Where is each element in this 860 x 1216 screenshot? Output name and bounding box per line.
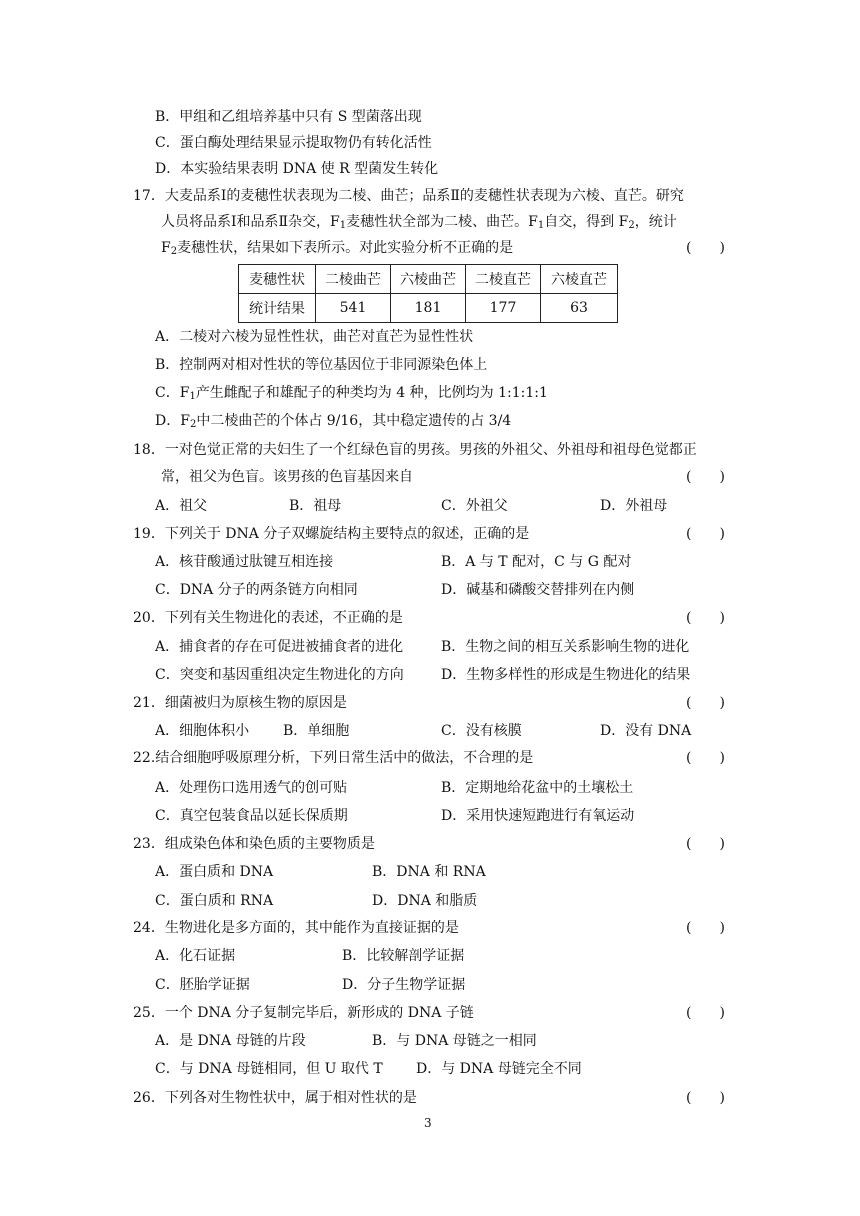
q20-stem: 20．下列有关生物进化的表述，不正确的是 [133, 610, 403, 626]
page-number: 3 [424, 1116, 432, 1130]
q17-stem-line2: 人员将品系Ⅰ和品系Ⅱ杂交，$F_1$麦穗性状全部为二棱、曲芒。$F_1$自交，得到 $F_2$，统计 [161, 214, 677, 231]
q19-option-c: C．DNA 分子的两条链方向相同 [155, 582, 358, 598]
q18-option-b: B．祖母 [289, 498, 342, 514]
q17-answer-bracket: ( ) [686, 240, 725, 256]
table-cell: 181 [391, 294, 466, 323]
q22-option-c: C．真空包装食品以延长保质期 [155, 808, 348, 824]
q25-option-d: D．与 DNA 母链完全不同 [416, 1061, 582, 1077]
q17-option-c: C．$F_1$产生雌配子和雄配子的种类均为 4 种，比例均为 1:1:1:1 [155, 385, 548, 402]
q21-option-d: D．没有 DNA [600, 723, 692, 739]
q20-option-b: B．生物之间的相互关系影响生物的进化 [441, 639, 690, 655]
q19-option-a: A．核苷酸通过肽键互相连接 [155, 554, 334, 570]
q25-option-b: B．与 DNA 母链之一相同 [372, 1033, 537, 1049]
q21-answer-bracket: ( ) [686, 695, 725, 711]
table-cell: 二棱直芒 [466, 265, 541, 294]
q18-option-c: C．外祖父 [441, 498, 508, 514]
q17-stem-line3: $F_2$麦穗性状，结果如下表所示。对此实验分析不正确的是 [161, 240, 514, 257]
q22-option-b: B．定期地给花盆中的土壤松土 [441, 780, 634, 796]
q16-option-c: C．蛋白酶处理结果显示提取物仍有转化活性 [155, 135, 432, 151]
q20-option-c: C．突变和基因重组决定生物进化的方向 [155, 667, 404, 683]
q16-option-d: D．本实验结果表明 DNA 使 R 型菌发生转化 [155, 161, 439, 177]
q24-answer-bracket: ( ) [686, 920, 725, 936]
q19-option-d: D．碱基和磷酸交替排列在内侧 [441, 582, 635, 598]
q19-stem: 19．下列关于 DNA 分子双螺旋结构主要特点的叙述，正确的是 [133, 526, 530, 542]
q24-option-b: B．比较解剖学证据 [342, 948, 465, 964]
table-cell: 六棱曲芒 [391, 265, 466, 294]
table-cell: 二棱曲芒 [316, 265, 391, 294]
q23-option-c: C．蛋白质和 RNA [155, 893, 274, 909]
q25-stem: 25．一个 DNA 分子复制完毕后，新形成的 DNA 子链 [133, 1005, 474, 1021]
q18-option-a: A．祖父 [155, 498, 208, 514]
q25-option-a: A．是 DNA 母链的片段 [155, 1033, 306, 1049]
table-header-row [239, 265, 618, 294]
q17-stem-line1: 17．大麦品系Ⅰ的麦穗性状表现为二棱、曲芒；品系Ⅱ的麦穗性状表现为六棱、直芒。研究 [133, 188, 684, 204]
table-cell: 63 [541, 294, 618, 323]
q24-option-c: C．胚胎学证据 [155, 977, 250, 993]
q17-data-table [238, 264, 618, 323]
q24-stem: 24．生物进化是多方面的，其中能作为直接证据的是 [133, 920, 459, 936]
q24-option-d: D．分子生物学证据 [342, 977, 466, 993]
q21-option-b: B．单细胞 [283, 723, 350, 739]
q19-option-b: B．A 与 T 配对，C 与 G 配对 [441, 554, 632, 570]
table-cell: 麦穗性状 [239, 265, 316, 294]
table-cell: 541 [316, 294, 391, 323]
q17-option-a: A．二棱对六棱为显性性状，曲芒对直芒为显性性状 [155, 329, 474, 345]
q23-stem: 23．组成染色体和染色质的主要物质是 [133, 836, 375, 852]
q21-stem: 21．细菌被归为原核生物的原因是 [133, 695, 347, 711]
q22-stem: 22.结合细胞呼吸原理分析，下列日常生活中的做法，不合理的是 [133, 750, 534, 766]
q23-option-b: B．DNA 和 RNA [372, 864, 486, 880]
q21-option-a: A．细胞体积小 [155, 723, 250, 739]
q23-option-d: D．DNA 和脂质 [372, 893, 478, 909]
q22-option-d: D．采用快速短跑进行有氧运动 [441, 808, 635, 824]
q26-answer-bracket: ( ) [686, 1090, 725, 1106]
q23-option-a: A．蛋白质和 DNA [155, 864, 274, 880]
q23-answer-bracket: ( ) [686, 836, 725, 852]
q21-option-c: C．没有核膜 [441, 723, 522, 739]
q25-option-c: C．与 DNA 母链相同，但 U 取代 T [155, 1061, 383, 1077]
q22-option-a: A．处理伤口选用透气的创可贴 [155, 780, 348, 796]
q20-option-d: D．生物多样性的形成是生物进化的结果 [441, 667, 691, 683]
q17-option-b: B．控制两对相对性状的等位基因位于非同源染色体上 [155, 357, 488, 373]
q24-option-a: A．化石证据 [155, 948, 236, 964]
q16-option-b: B．甲组和乙组培养基中只有 S 型菌落出现 [155, 109, 422, 125]
table-row [239, 294, 618, 323]
q25-answer-bracket: ( ) [686, 1005, 725, 1021]
table-cell: 六棱直芒 [541, 265, 618, 294]
q18-stem-line1: 18．一对色觉正常的夫妇生了一个红绿色盲的男孩。男孩的外祖父、外祖母和祖母色觉都正 [133, 442, 697, 458]
q18-answer-bracket: ( ) [686, 469, 725, 485]
q26-stem: 26．下列各对生物性状中，属于相对性状的是 [133, 1090, 417, 1106]
q18-option-d: D．外祖母 [600, 498, 668, 514]
q22-answer-bracket: ( ) [686, 750, 725, 766]
q19-answer-bracket: ( ) [686, 526, 725, 542]
q20-option-a: A．捕食者的存在可促进被捕食者的进化 [155, 639, 404, 655]
q18-stem-line2: 常，祖父为色盲。该男孩的色盲基因来自 [161, 469, 413, 485]
table-cell: 统计结果 [239, 294, 316, 323]
q17-option-d: D．$F_2$中二棱曲芒的个体占 9/16，其中稳定遗传的占 3/4 [155, 413, 512, 430]
table-cell: 177 [466, 294, 541, 323]
q20-answer-bracket: ( ) [686, 610, 725, 626]
